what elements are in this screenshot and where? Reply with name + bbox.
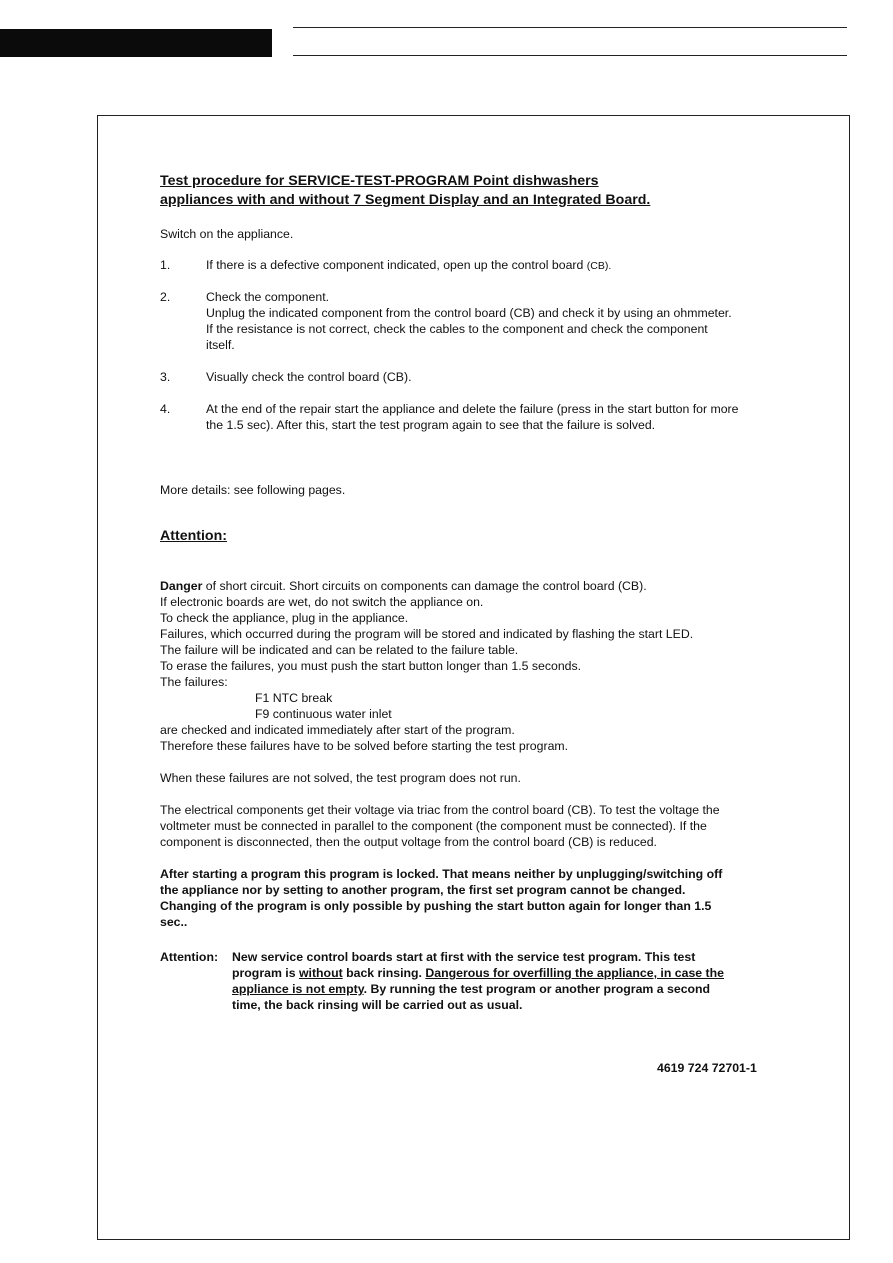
locked-line: the appliance nor by setting to another program, the first set program cannot be changed. (160, 883, 686, 897)
step-line: Check the component. (206, 290, 330, 304)
step-number: 2. (160, 290, 171, 304)
more-details: More details: see following pages. (160, 483, 346, 497)
attention-label: Attention: (160, 950, 219, 964)
danger-text: of short circuit. Short circuits on components can damage the control board (CB). (202, 579, 647, 593)
attention-text: program is (232, 966, 299, 980)
danger-word: Danger (160, 579, 203, 593)
failure-code: F9 continuous water inlet (255, 707, 392, 721)
intro-text: Switch on the appliance. (160, 227, 294, 241)
locked-line: sec.. (160, 915, 188, 929)
failure-note: Therefore these failures have to be solved before starting the test program. (160, 739, 569, 753)
header-rule-top (293, 27, 847, 28)
voltage-line: component is disconnected, then the output voltage from the control board (CB) is reduced. (160, 835, 657, 849)
attention-heading: Attention: (160, 528, 227, 544)
step-line: Visually check the control board (CB). (206, 370, 412, 384)
step-number: 4. (160, 402, 171, 416)
header-black-bar (0, 29, 272, 57)
danger-line (160, 578, 647, 594)
not-solved-note: When these failures are not solved, the test program does not run. (160, 771, 521, 785)
step-line: itself. (206, 338, 235, 352)
locked-line: After starting a program this program is locked. That means neither by unplugging/switching off (160, 867, 723, 881)
attention-line: New service control boards start at first with the service test program. This test (232, 950, 696, 964)
header-rule-bottom (293, 55, 847, 56)
doc-title-line-2: appliances with and without 7 Segment Display and an Integrated Board. (160, 192, 651, 208)
attention-line (232, 965, 724, 981)
warning-line: To erase the failures, you must push the start button longer than 1.5 seconds. (160, 659, 582, 673)
voltage-line: voltmeter must be connected in parallel to the component (the component must be connected). If the (160, 819, 707, 833)
document-number: 4619 724 72701-1 (657, 1061, 757, 1075)
warning-line: If electronic boards are wet, do not switch the appliance on. (160, 595, 484, 609)
step-line: At the end of the repair start the appliance and delete the failure (press in the start button for more (206, 402, 739, 416)
step-number: 3. (160, 370, 171, 384)
warning-line: To check the appliance, plug in the appliance. (160, 611, 409, 625)
attention-underlined: without (298, 966, 343, 980)
warning-line: The failures: (160, 675, 228, 689)
voltage-line: The electrical components get their voltage via triac from the control board (CB). To test the voltage the (160, 803, 720, 817)
warning-line: The failure will be indicated and can be related to the failure table. (160, 643, 519, 657)
locked-line: Changing of the program is only possible by pushing the start button again for longer than 1.5 (160, 899, 712, 913)
step-suffix: (CB). (586, 260, 612, 272)
step-text: If there is a defective component indicated, open up the control board (206, 258, 587, 272)
attention-line (232, 981, 710, 997)
step-line (206, 257, 611, 274)
attention-line: time, the back rinsing will be carried out as usual. (232, 998, 523, 1012)
step-line: Unplug the indicated component from the control board (CB) and check it by using an ohmmeter. (206, 306, 732, 320)
attention-text: back rinsing. (342, 966, 426, 980)
step-number: 1. (160, 258, 171, 272)
failure-note: are checked and indicated immediately after start of the program. (160, 723, 515, 737)
step-line: the 1.5 sec). After this, start the test program again to see that the failure is solved. (206, 418, 656, 432)
attention-underlined: appliance is not empty (232, 982, 364, 996)
step-line: If the resistance is not correct, check the cables to the component and check the component (206, 322, 708, 336)
doc-title-line-1: Test procedure for SERVICE-TEST-PROGRAM Point dishwashers (160, 173, 599, 189)
failure-code: F1 NTC break (255, 691, 333, 705)
attention-text: . By running the test program or another program a second (363, 982, 711, 996)
attention-underlined: Dangerous for overfilling the appliance, in case the (425, 966, 724, 980)
warning-line: Failures, which occurred during the program will be stored and indicated by flashing the start LED. (160, 627, 694, 641)
